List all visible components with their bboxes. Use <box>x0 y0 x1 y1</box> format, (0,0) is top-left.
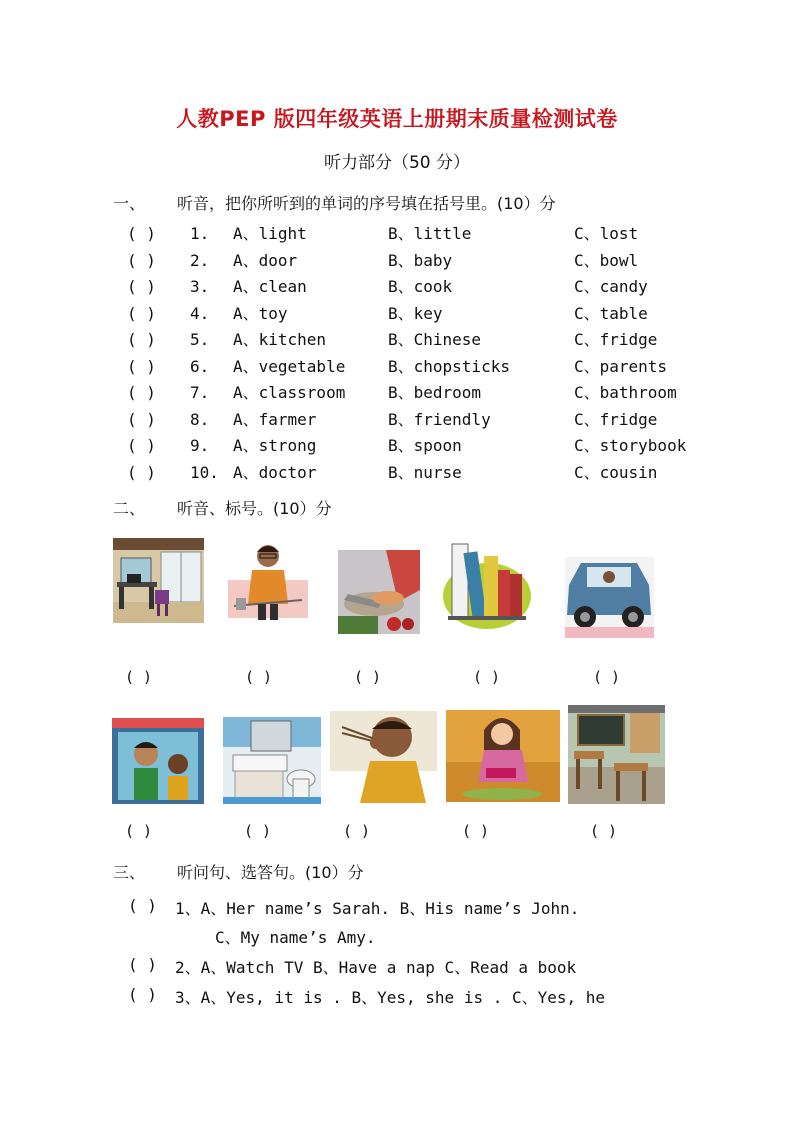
section1-number: 一、 <box>113 194 146 213</box>
picture-boy-using-chopsticks <box>330 711 437 803</box>
question-number: 6. <box>190 356 210 376</box>
row1-answer-blank[interactable]: ( ) <box>354 668 382 686</box>
answer-blank[interactable]: ( ) <box>127 224 156 243</box>
picture-man-measuring <box>222 540 314 622</box>
option-a: A、clean <box>233 277 307 296</box>
row1-answer-blank[interactable]: ( ) <box>593 668 621 686</box>
option-a: A、doctor <box>233 462 317 482</box>
s3-question-2: 2、A、Watch TV B、Have a nap C、Read a book <box>175 958 577 977</box>
question-row <box>0 302 794 326</box>
row2-answer-blank[interactable]: ( ) <box>590 822 618 840</box>
option-c: C、fridge <box>574 330 658 349</box>
question-row <box>0 355 794 379</box>
option-c: C、table <box>574 303 648 323</box>
s3-question-1-line1: 1、A、Her name’s Sarah. B、His name’s John. <box>175 899 580 918</box>
question-row <box>0 434 794 458</box>
s3-answer-blank[interactable]: ( ) <box>128 955 157 974</box>
question-number: 8. <box>190 409 210 429</box>
option-a: A、toy <box>233 303 288 323</box>
section3-instruction: 听问句、选答句。(10）分 <box>177 863 364 882</box>
question-number: 9. <box>190 436 210 455</box>
question-row <box>0 249 794 273</box>
question-number: 5. <box>190 330 210 349</box>
option-b: B、little <box>388 224 472 243</box>
row2-answer-blank[interactable]: ( ) <box>244 822 272 840</box>
picture-car-driver <box>565 557 654 638</box>
row2-answer-blank[interactable]: ( ) <box>462 822 490 840</box>
option-b: B、key <box>388 303 443 323</box>
option-a: A、strong <box>233 436 317 455</box>
option-b: B、Chinese <box>388 330 482 349</box>
answer-blank[interactable]: ( ) <box>127 250 156 270</box>
option-b: B、cook <box>388 277 453 296</box>
section3-number: 三、 <box>113 863 146 882</box>
question-number: 4. <box>190 303 210 323</box>
option-c: C、bowl <box>574 250 639 270</box>
question-row <box>0 461 794 485</box>
option-a: A、vegetable <box>233 356 346 376</box>
option-c: C、fridge <box>574 409 658 429</box>
question-row <box>0 408 794 432</box>
option-a: A、farmer <box>233 409 317 429</box>
question-number: 2. <box>190 250 210 270</box>
picture-bathroom <box>223 717 321 804</box>
option-b: B、baby <box>388 250 453 270</box>
row2-answer-blank[interactable]: ( ) <box>125 822 153 840</box>
answer-blank[interactable]: ( ) <box>127 436 156 455</box>
option-b: B、friendly <box>388 409 491 429</box>
question-number: 10. <box>190 462 219 482</box>
section3-heading <box>113 860 364 883</box>
row1-answer-blank[interactable]: ( ) <box>245 668 273 686</box>
row1-answer-blank[interactable]: ( ) <box>125 668 153 686</box>
section2-heading <box>113 496 332 519</box>
answer-blank[interactable]: ( ) <box>127 303 156 323</box>
answer-blank[interactable]: ( ) <box>127 383 156 402</box>
option-c: C、bathroom <box>574 383 677 402</box>
question-row <box>0 275 794 299</box>
question-number: 3. <box>190 277 210 296</box>
s3-answer-blank[interactable]: ( ) <box>128 985 157 1004</box>
question-number: 1. <box>190 224 210 243</box>
question-row <box>0 381 794 405</box>
answer-blank[interactable]: ( ) <box>127 409 156 429</box>
option-c: C、storybook <box>574 436 687 455</box>
answer-blank[interactable]: ( ) <box>127 356 156 376</box>
option-a: A、light <box>233 224 307 243</box>
section1-heading <box>113 191 556 214</box>
option-c: C、lost <box>574 224 639 243</box>
section1-instruction: 听音，把你所听到的单词的序号填在括号里。(10）分 <box>177 194 556 213</box>
picture-study-room <box>113 538 204 623</box>
page-title: 人教PEP 版四年级英语上册期末质量检测试卷 <box>176 107 618 131</box>
picture-two-boys <box>112 718 204 804</box>
picture-cooking <box>338 550 420 634</box>
question-number: 7. <box>190 383 210 402</box>
section2-instruction: 听音、标号。(10）分 <box>177 499 332 518</box>
s3-question-3: 3、A、Yes, it is . B、Yes, she is . C、Yes, he <box>175 988 606 1007</box>
picture-books <box>442 540 533 629</box>
answer-blank[interactable]: ( ) <box>127 330 156 349</box>
option-b: B、bedroom <box>388 383 482 402</box>
picture-classroom <box>568 705 665 804</box>
question-row <box>0 222 794 246</box>
s3-answer-blank[interactable]: ( ) <box>128 896 157 915</box>
option-a: A、door <box>233 250 298 270</box>
option-c: C、parents <box>574 356 668 376</box>
answer-blank[interactable]: ( ) <box>127 277 156 296</box>
option-b: B、chopsticks <box>388 356 510 376</box>
option-c: C、cousin <box>574 462 658 482</box>
row1-answer-blank[interactable]: ( ) <box>473 668 501 686</box>
answer-blank[interactable]: ( ) <box>127 462 156 482</box>
row2-answer-blank[interactable]: ( ) <box>343 822 371 840</box>
section2-number: 二、 <box>113 499 146 518</box>
question-row <box>0 328 794 352</box>
picture-girl-cleaning <box>446 710 560 802</box>
option-a: A、kitchen <box>233 330 327 349</box>
s3-question-1-line2: C、My name’s Amy. <box>215 928 376 947</box>
option-b: B、spoon <box>388 436 462 455</box>
page-subtitle: 听力部分（50 分） <box>323 153 471 173</box>
option-b: B、nurse <box>388 462 462 482</box>
option-a: A、classroom <box>233 383 346 402</box>
option-c: C、candy <box>574 277 648 296</box>
